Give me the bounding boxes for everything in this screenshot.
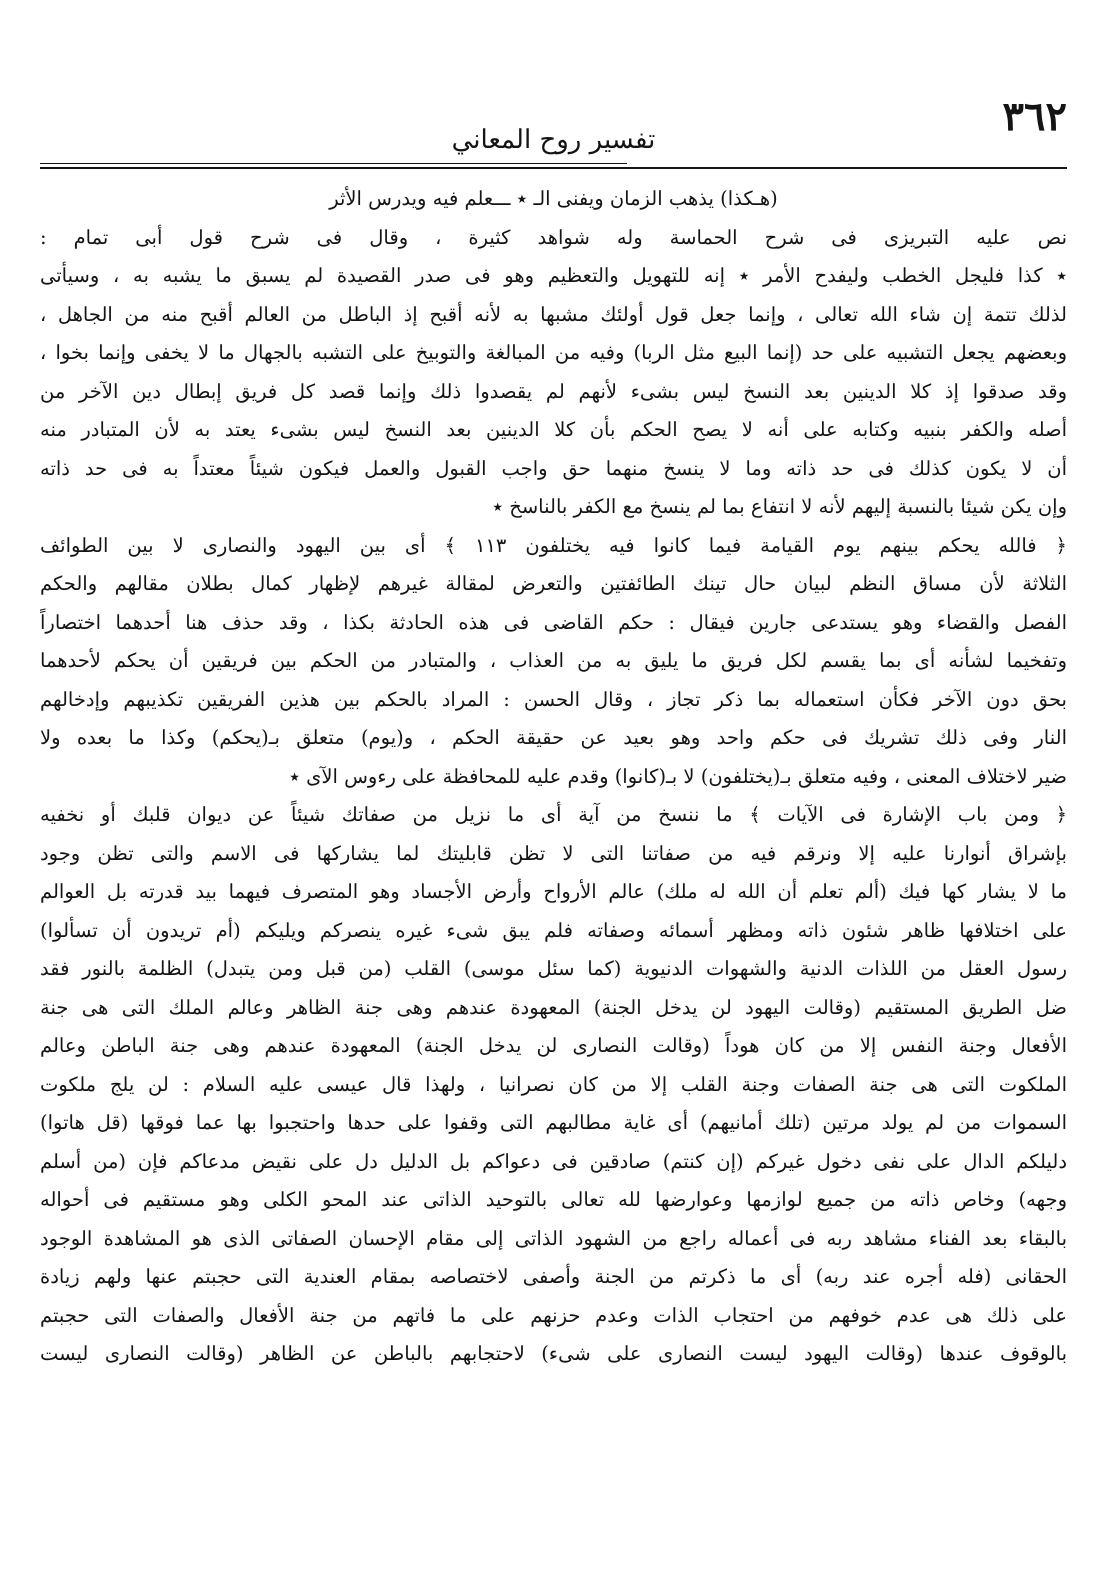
text-line: بحق دون الآخر فكأن استعماله بما ذكر تجاز ، وقال الحسن : المراد بالحكم بين هذين الفريقين تكذيبهم وإدخالهم xyxy=(40,687,1067,711)
text-line: النار وفى ذلك تشريك فى حكم واحد وهو بعيد عن حقيقة الحكم ، و(يوم) متعلق بـ(يحكم) وكذا ما بعده ولا xyxy=(40,726,1067,749)
text-line: نص عليه التبريزى فى شرح الحماسة وله شواهد كثيرة ، وقال فى شرح قول أبى تمام : xyxy=(40,225,1067,249)
text-line: الفصل والقضاء وهو يستدعى جارين فيقال : حكم القاضى فى هذه الحادثة بكذا ، وقد حذف هنا أحدهما اختصاراً xyxy=(40,610,1067,634)
text-line: الملكوت التى هى جنة الصفات وجنة القلب إلا من كان نصرانيا ، ولهذا قال عيسى عليه السلام : لن يلج ملكوت xyxy=(40,1072,1067,1096)
text-line: أصله والكفر بنبيه وكتابه على أنه لا يصح الحكم بأن كلا الدينين بعد النسخ ليس بشىء يعتد به لأن المتبادر منه xyxy=(40,418,1067,441)
page-number: ٣٦٢ xyxy=(1002,93,1067,140)
running-title: تفسير روح المعاني xyxy=(451,125,656,155)
text-line: على اختلافها ظاهر شئون ذاته ومظهر أسمائه وصفاته فلم يبق شىء غيره ينصركم ويليكم (أم تريدون أن تسألوا) xyxy=(40,918,1067,942)
text-line: لذلك تتمة إن شاء الله تعالى ، وإنما جعل قول أولئك مشبها به لأنه أقبح إذ الباطل من العالم أقبح منه من الجاهل ، xyxy=(40,302,1067,326)
section-heading-line: ﴿ ومن باب الإشارة فى الآيات ﴾ ما ننسخ من آية أى ما نزيل من صفاتك شيئاً عن ديوان قلبك أو نخفيه xyxy=(40,803,1067,826)
text-line: بالوقوف عندها (وقالت اليهود ليست النصارى على شىء) لاحتجابهم بالباطن عن الظاهر (وقالت النصارى ليست xyxy=(40,1342,1067,1365)
text-line: أن لا يكون كذلك فى حد ذاته وما لا ينسخ منهما حق واجب القبول والعمل فيكون شيئاً معتداً به فى حد ذاته xyxy=(40,456,1067,480)
text-line: وقد صدقوا إذ كلا الدينين بعد النسخ ليس بشىء لأنهم لم يقصدوا ذلك وإنما قصد كل فريق إبطال دين الآخر من xyxy=(40,379,1067,403)
text-line: بإشراق أنوارنا عليه إلا ونرقم فيه من صفاتنا التى لا تظن قابليتك لما يشاركها فى الاسم والتى تظن وجود xyxy=(40,841,1067,865)
page-body xyxy=(40,180,1067,1374)
text-line: ٭ كذا فليجل الخطب وليفدح الأمر ٭ إنه للتهويل والتعظيم وهو فى صدر القصيدة لم يسبق ما يشبه به ، وسيأتى xyxy=(40,264,1067,287)
text-line: ما لا يشار كها فيك (ألم تعلم أن الله له ملك) عالم الأرواح وأرض الأجساد وهو المتصرف فيهما بيد قدرته بل العوالم xyxy=(40,880,1067,903)
header-rule-left xyxy=(40,163,627,164)
text-line: بالبقاء بعد الفناء مشاهد ربه فى أعماله راجع من الشهود الذاتى إلى مقام الإحسان الصفاتى الذى هو المشاهدة الوجود xyxy=(40,1226,1067,1250)
text-line: وبعضهم يجعل التشبيه على حد (إنما البيع مثل الربا) وفيه من المبالغة والتوبيخ على التشبه بالجهال ما لا يخفى وإنما بخوا ، xyxy=(40,341,1067,364)
text-line: الحقانى (فله أجره عند ربه) أى ما ذكرتم من الجنة وأصفى لاختصاصه بمقام العندية التى حجبتم عنها ولهم زيادة xyxy=(40,1265,1067,1288)
text-line: الأفعال وجنة النفس إلا من كان هوداً (وقالت النصارى لن يدخل الجنة) المعهودة عندهم وهى جنة الباطن وعالم xyxy=(40,1034,1067,1057)
page-header xyxy=(40,95,1067,165)
text-line: ضير لاختلاف المعنى ، وفيه متعلق بـ(يختلفون) لا بـ(كانوا) وقدم عليه للمحافظة على رءوس الآى ٭ xyxy=(289,764,1067,788)
quran-verse-line: ﴿ فالله يحكم بينهم يوم القيامة فيما كانوا فيه يختلفون ١١٣ ﴾ أى بين اليهود والنصارى لا بين الطوائف xyxy=(40,533,1067,557)
text-line: على ذلك هى عدم خوفهم من احتجاب الذات وعدم حزنهم على ما فاتهم من جنة الأفعال والصفات التى حجبتم xyxy=(40,1303,1067,1327)
text-line: وجهه) وخاص ذاته من جميع لوازمها وعوارضها لله تعالى بالتوحيد الذاتى عند المحو الكلى وهو مستقيم فى أحواله xyxy=(40,1188,1067,1211)
text-line: وإن يكن شيئا بالنسبة إليهم لأنه لا انتفاع بما لم ينسخ مع الكفر بالناسخ ٭ xyxy=(492,495,1067,518)
text-line: دليلكم الدال على نفى دخول غيركم (إن كنتم) صادقين فى دعواكم بل الدليل دل على نقيض مدعاكم فإن (من أسلم xyxy=(40,1149,1067,1173)
header-rule xyxy=(40,167,1067,169)
text-line: رسول العقل من اللذات الدنية والشهوات الدنيوية (كما سئل موسى) القلب (من قبل ومن يتبدل) الظلمة بالنور فقد xyxy=(40,957,1067,980)
verse-line: (هـكذا) يذهب الزمان ويفنى الـ ٭ ـــعلم فيه ويدرس الأثر xyxy=(329,187,778,210)
text-line: ضل الطريق المستقيم (وقالت اليهود لن يدخل الجنة) المعهودة عندهم وهى جنة الظاهر وعالم الملك التى هى جنة xyxy=(40,995,1067,1019)
text-line: الثلاثة لأن مساق النظم لبيان حال تينك الطائفتين والتعرض لمقالة غيرهم لإظهار كمال بطلان مقالهم والحكم xyxy=(40,572,1067,595)
text-line: وتفخيما لشأنه أى بما يقسم لكل فريق ما يليق به من العذاب ، والمتبادر من الحكم بين فريقين أن يحكم لأحدهما xyxy=(40,649,1067,672)
text-line: السموات من لم يولد مرتين (تلك أمانيهم) أى غاية مطالبهم التى وقفوا على حدها واحتجبوا بها عما فوقها (قل هاتوا) xyxy=(40,1111,1067,1134)
